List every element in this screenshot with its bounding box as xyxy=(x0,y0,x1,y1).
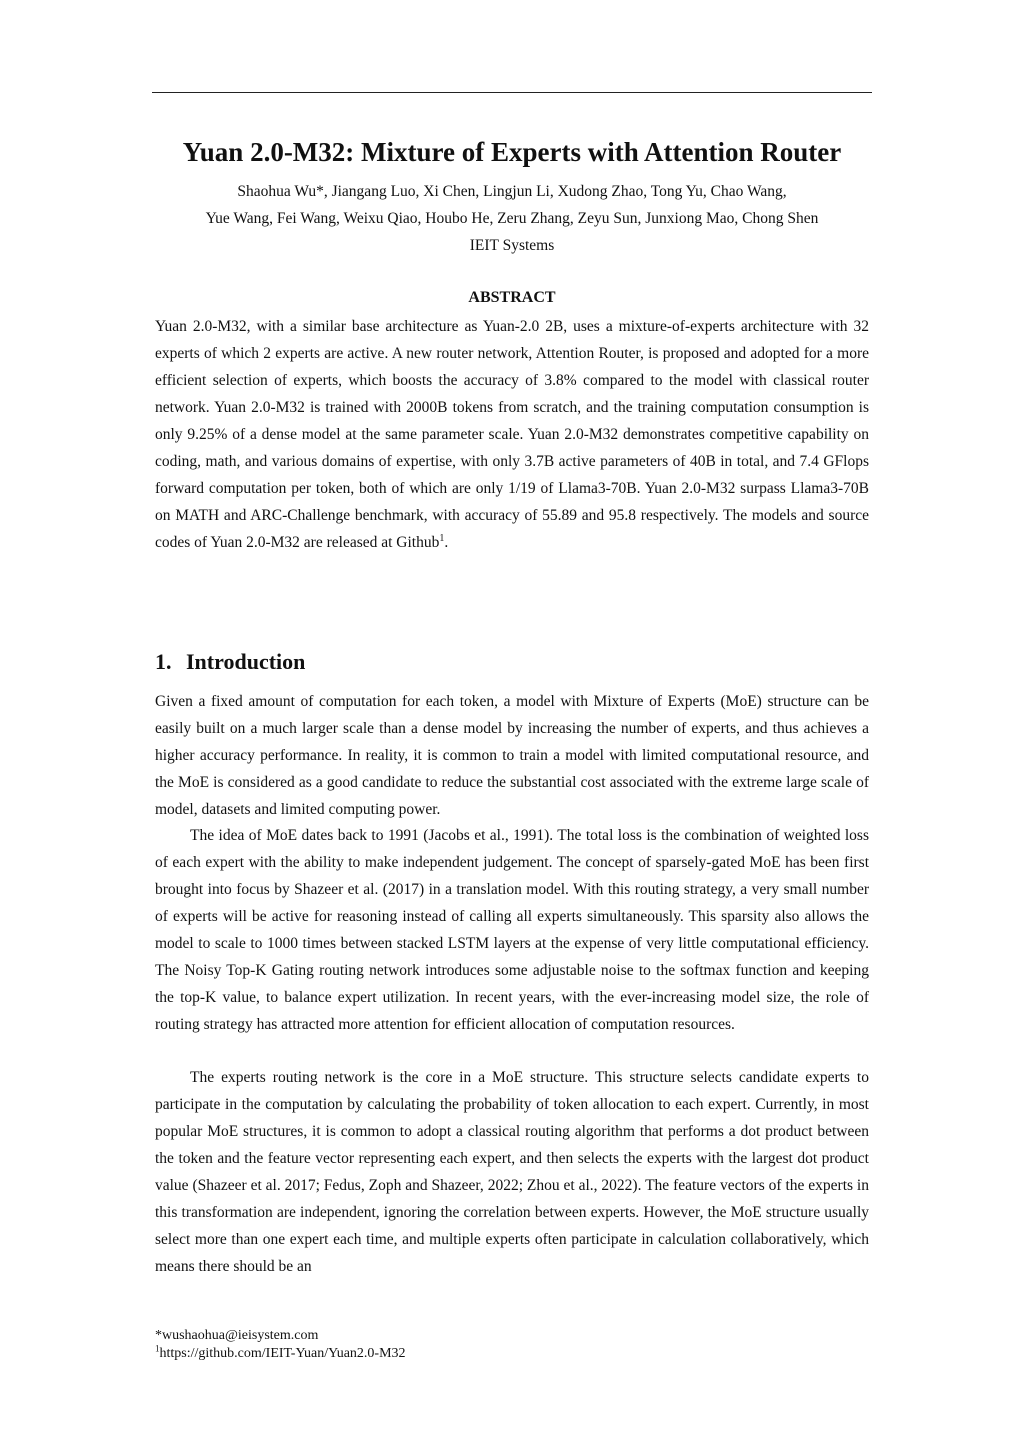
footnote-url xyxy=(155,1345,406,1363)
intro-paragraph: The idea of MoE dates back to 1991 (Jacobs et al., 1991). The total loss is the combination of weighted loss of each expert with the ability to make independent judgement. The concept of sparsely-gated MoE has been first brought into focus by Shazeer et al. (2017) in a translation model. With this routing strategy, a very small number of experts will be active for reasoning instead of calling all experts simultaneously. This sparsity also allows the model to scale to 1000 times between stacked LSTM layers at the expense of very little computational efficiency. The Noisy Top-K Gating routing network introduces some adjustable noise to the softmax function and keeping the top-K value, to balance expert utilization. In recent years, with the ever-increasing model size, the role of routing strategy has attracted more attention for efficient allocation of computation resources. xyxy=(155,827,869,1033)
intro-paragraph: The experts routing network is the core in a MoE structure. This structure selects candidate experts to participate in the computation by calculating the probability of token allocation to each expert. Currently, in most popular MoE structures, it is common to adopt a classical routing algorithm that performs a dot product between the token and the feature vector representing each expert, and then selects the experts with the largest dot product value (Shazeer et al. 2017; Fedus, Zoph and Shazeer, 2022; Zhou et al., 2022). The feature vectors of the experts in this transformation are independent, ignoring the correlation between experts. However, the MoE structure usually select more than one expert each time, and multiple experts often participate in calculation collaboratively, which means there should be an xyxy=(155,1069,869,1275)
section-heading-introduction xyxy=(155,647,305,677)
section-title: Introduction xyxy=(186,649,306,674)
abstract-end: . xyxy=(444,534,449,551)
footnote-email: *wushaohua@ieisystem.com xyxy=(155,1328,319,1343)
footnote-url-text: https://github.com/IEIT-Yuan/Yuan2.0-M32 xyxy=(159,1346,406,1361)
header-rule xyxy=(152,92,872,93)
paper-title: Yuan 2.0-M32: Mixture of Experts with Attention Router xyxy=(182,137,842,167)
authors-line-1: Shaohua Wu*, Jiangang Luo, Xi Chen, Lingjun Li, Xudong Zhao, Tong Yu, Chao Wang, xyxy=(237,183,787,200)
footnote-url-mark: 1 xyxy=(155,1343,160,1354)
intro-paragraph: Given a fixed amount of computation for each token, a model with Mixture of Experts (MoE) structure can be easily built on a much larger scale than a dense model by increasing the number of experts, and thus achieves a higher accuracy performance. In reality, it is common to train a model with limited computational resource, and the MoE is considered as a good candidate to reduce the substantial cost associated with the extreme large scale of model, datasets and limited computing power. xyxy=(155,693,869,818)
authors-line-2: Yue Wang, Fei Wang, Weixu Qiao, Houbo He, Zeru Zhang, Zeyu Sun, Junxiong Mao, Chong Shen xyxy=(205,210,819,227)
footnote-mark: 1 xyxy=(439,532,445,544)
abstract-body: Yuan 2.0-M32, with a similar base architecture as Yuan-2.0 2B, uses a mixture-of-experts architecture with 32 experts of which 2 experts are active. A new router network, Attention Router, is proposed and adopted for a more efficient selection of experts, which boosts the accuracy of 3.8% compared to the model with classical router network. Yuan 2.0-M32 is trained with 2000B tokens from scratch, and the training computation consumption is only 9.25% of a dense model at the same parameter scale. Yuan 2.0-M32 demonstrates competitive capability on coding, math, and various domains of expertise, with only 3.7B active parameters of 40B in total, and 7.4 GFlops forward computation per token, both of which are only 1/19 of Llama3-70B. Yuan 2.0-M32 surpass Llama3-70B on MATH and ARC-Challenge benchmark, with accuracy of 55.89 and 95.8 respectively. The models and source codes of Yuan 2.0-M32 are released at Github xyxy=(155,318,869,551)
abstract-heading: ABSTRACT xyxy=(468,289,556,306)
section-number: 1. xyxy=(155,649,172,674)
abstract-text xyxy=(155,313,869,556)
affiliation: IEIT Systems xyxy=(469,237,555,254)
